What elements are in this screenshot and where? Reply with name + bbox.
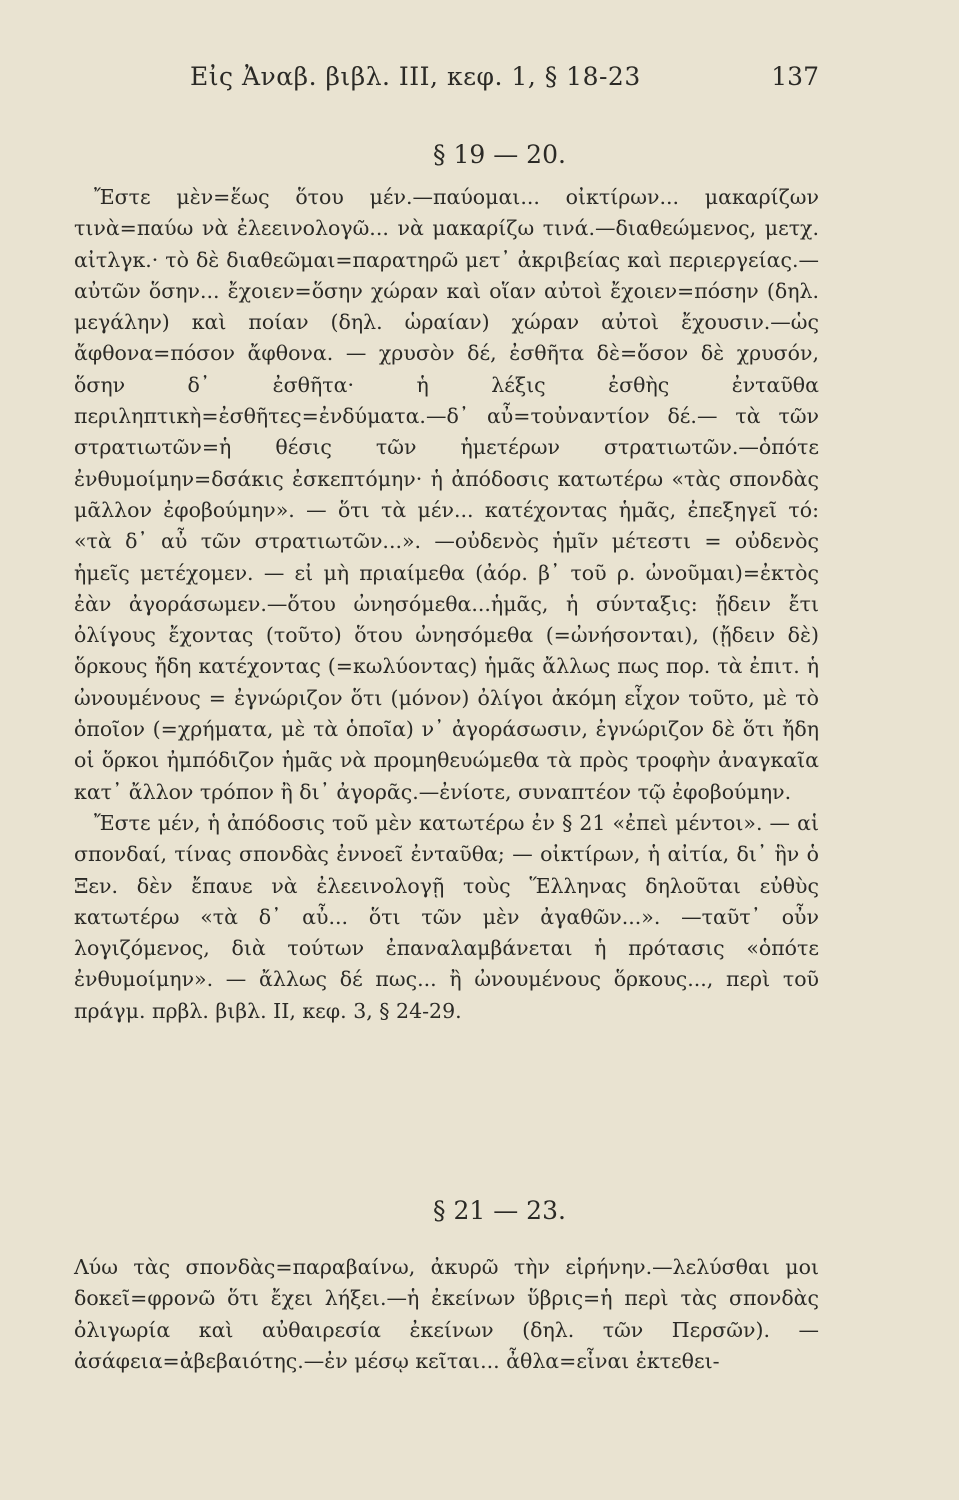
commentary-section-19-20	[74, 182, 819, 1027]
page-number: 137	[771, 62, 819, 91]
commentary-paragraph: Ἔστε μὲν=ἕως ὅτου μέν.—παύομαι... οἰκτίρων... μακαρίζων τινὰ=παύω νὰ ἐλεεινολογῶ... νὰ μακαρίζω τινά.—διαθεώμενος, μετχ. αἰτλγκ.· τὸ δὲ διαθεῶμαι=παρατηρῶ μετ᾽ ἀκριβείας καὶ περιεργείας.—αὐτῶν ὅσην... ἔχοιεν=ὅσην χώραν καὶ οἵαν αὐτοὶ ἔχοιεν=πόσην (δηλ. μεγάλην) καὶ ποίαν (δηλ. ὡραίαν) χώραν αὐτοὶ ἔχουσιν.—ὡς ἄφθονα=πόσον ἄφθονα. — χρυσὸν δέ, ἐσθῆτα δὲ=ὅσον δὲ χρυσόν, ὅσην δ᾽ ἐσθῆτα· ἡ λέξις ἐσθὴς ἐνταῦθα περιληπτικὴ=ἐσθῆτες=ἐνδύματα.—δ᾽ αὖ=τοὐναντίον δέ.— τὰ τῶν στρατιωτῶν=ἡ θέσις τῶν ἡμετέρων στρατιωτῶν.—ὁπότε ἐνθυμοίμην=δσάκις ἐσκεπτόμην· ἡ ἀπόδοσις κατωτέρω «τὰς σπονδὰς μᾶλλον ἐφοβούμην». — ὅτι τὰ μέν... κατέχοντας ἡμᾶς, ἐπεξηγεῖ τό: «τὰ δ᾽ αὖ τῶν στρατιωτῶν...». —οὐδενὸς ἡμῖν μέτεστι = οὐδενὸς ἡμεῖς μετέχομεν. — εἰ μὴ πριαίμεθα (ἀόρ. β᾽ τοῦ ρ. ὠνοῦμαι)=ἐκτὸς ἐὰν ἀγοράσωμεν.—ὅτου ὠνησόμεθα...ἡμᾶς, ἡ σύνταξις: ᾔδειν ἔτι ὀλίγους ἔχοντας (τοῦτο) ὅτου ὠνησόμεθα (=ὠνήσονται), (ᾔδειν δὲ) ὅρκους ἤδη κατέχοντας (=κωλύοντας) ἡμᾶς ἄλλως πως πορ. τὰ ἐπιτ. ἡ ὠνουμένους = ἐγνώριζον ὅτι (μόνον) ὀλίγοι ἀκόμη εἶχον τοῦτο, μὲ τὸ ὁποῖον (=χρήματα, μὲ τὰ ὁποῖα) ν᾽ ἀγοράσωσιν, ἐγνώριζον δὲ ὅτι ἤδη οἱ ὅρκοι ἠμπόδιζον ἡμᾶς νὰ προμηθευώμεθα τὰ πρὸς τροφὴν ἀναγκαῖα κατ᾽ ἄλλον τρόπον ἢ δι᾽ ἀγορᾶς.—ἐνίοτε, συναπτέον τῷ ἐφοβούμην.	[74, 185, 819, 804]
commentary-section-21-23	[74, 1252, 819, 1377]
section-heading-21-23: § 21 — 23.	[433, 1196, 566, 1225]
running-header	[190, 62, 819, 102]
commentary-paragraph: Ἔστε μέν, ἡ ἀπόδοσις τοῦ μὲν κατωτέρω ἐν § 21 «ἐπεὶ μέντοι». — αἱ σπονδαί, τίνας σπονδὰς ἐννοεῖ ἐνταῦθα; — οἰκτίρων, ἡ αἰτία, δι᾽ ἣν ὁ Ξεν. δὲν ἔπαυε νὰ ἐλεεινολογῇ τοὺς Ἕλληνας δηλοῦται εὐθὺς κατωτέρω «τὰ δ᾽ αὖ... ὅτι τῶν μὲν ἀγαθῶν...». —ταῦτ᾽ οὖν λογιζόμενος, διὰ τούτων ἐπαναλαμβάνεται ἡ πρότασις «ὁπότε ἐνθυμοίμην». — ἄλλως δέ πως... ἢ ὠνουμένους ὅρκους..., περὶ τοῦ πράγμ. πρβλ. βιβλ. II, κεφ. 3, § 24-29.	[74, 810, 819, 1023]
running-title: Εἰς Ἀναβ. βιβλ. III, κεφ. 1, § 18-23	[190, 62, 641, 91]
section-heading-19-20: § 19 — 20.	[433, 140, 566, 169]
commentary-paragraph: Λύω τὰς σπονδὰς=παραβαίνω, ἀκυρῶ τὴν εἰρήνην.—λελύσθαι μοι δοκεῖ=φρονῶ ὅτι ἔχει λήξει.—ἡ ἐκείνων ὕβρις=ἡ περὶ τὰς σπονδὰς ὀλιγωρία καὶ αὐθαιρεσία ἐκείνων (δηλ. τῶν Περσῶν). — ἀσάφεια=ἀβεβαιότης.—ἐν μέσῳ κεῖται... ἆθλα=εἶναι ἐκτεθει-	[74, 1255, 819, 1373]
